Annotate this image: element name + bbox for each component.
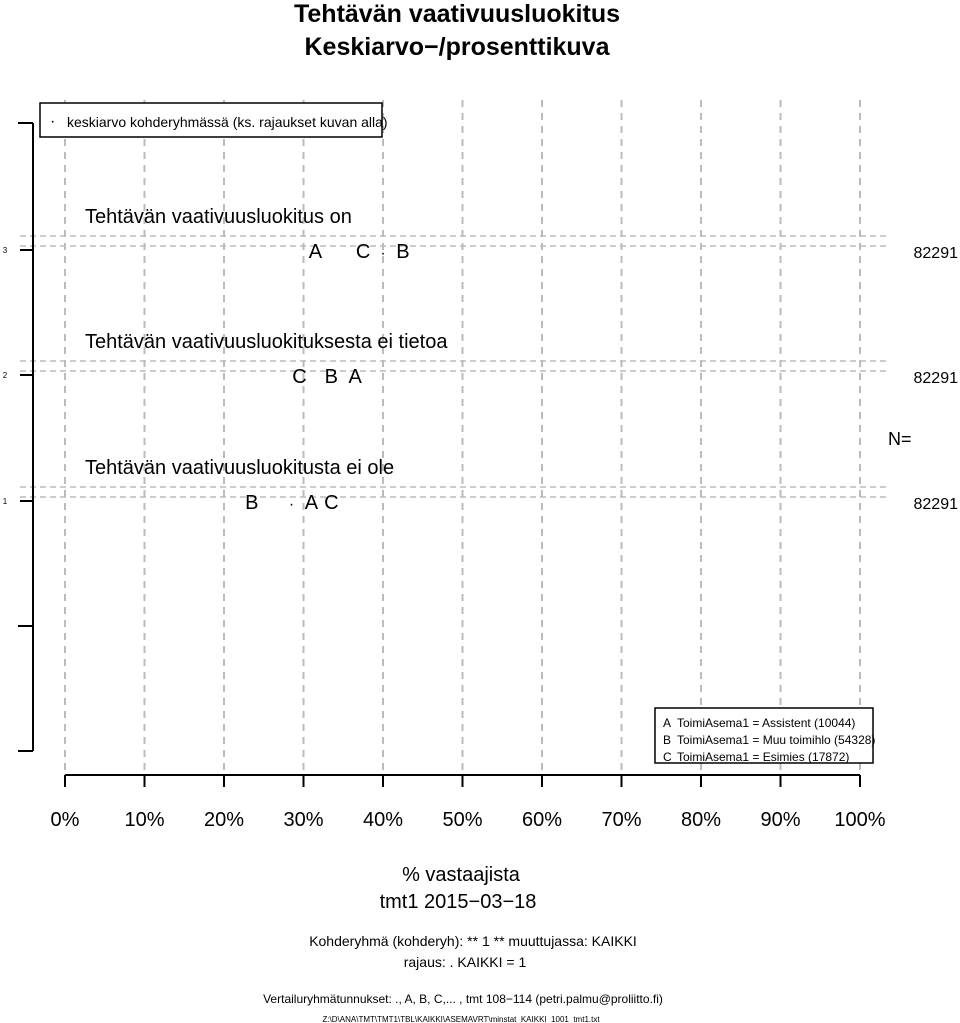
x-tick-label: 60% — [521, 809, 563, 831]
y-tick-label: 1 — [2, 497, 8, 506]
x-tick-label: 0% — [50, 809, 80, 831]
group-legend-text: ToimiAsema1 = Assistent (10044) — [677, 716, 856, 730]
group-point: B — [245, 492, 259, 514]
group-legend-text: ToimiAsema1 = Muu toimihlo (54328) — [677, 733, 876, 747]
footer-line-4: Z:\D\ANA\TMT\TMT1\TBL\KAIKKI\ASEMAVRT\minstat_KAIKKI_1001_tmt1.txt — [322, 1015, 600, 1023]
footer-line-1: Kohderyhmä (kohderyh): ** 1 ** muuttujassa: KAIKKI — [309, 933, 637, 949]
legend-top-marker: · — [50, 113, 56, 130]
x-tick-label: 20% — [203, 809, 245, 831]
grid-lines — [20, 100, 888, 775]
x-tick-label: 90% — [760, 809, 801, 831]
x-tick-label: 70% — [601, 809, 642, 831]
group-point: B — [396, 241, 410, 263]
x-tick-label: 50% — [442, 809, 483, 831]
data-rows — [85, 206, 958, 514]
row-n-value: 82291 — [913, 370, 958, 387]
x-tick-label: 30% — [283, 809, 324, 831]
date-line: tmt1 2015−03−18 — [379, 891, 537, 913]
y-tick-label: 2 — [2, 371, 8, 380]
mean-marker: · — [380, 245, 386, 262]
group-legend-letter: A — [663, 716, 672, 730]
row-label: Tehtävän vaativuusluokitus on — [85, 206, 352, 228]
group-point: C — [355, 241, 371, 263]
x-axis — [51, 775, 886, 831]
n-label: N= — [888, 429, 912, 449]
x-tick-label: 10% — [124, 809, 165, 831]
legend-top-text: keskiarvo kohderyhmässä (ks. rajaukset kuvan alla) — [67, 114, 388, 130]
group-legend-letter: C — [663, 750, 672, 764]
footer-line-2: rajaus: . KAIKKI = 1 — [403, 954, 527, 970]
y-tick-label: 3 — [2, 246, 8, 255]
group-point: B — [324, 366, 338, 388]
row-label: Tehtävän vaativuusluokitusta ei ole — [85, 457, 395, 479]
x-tick-label: 100% — [834, 809, 886, 831]
footer-line-3: Vertailuryhmätunnukset: ., A, B, C,... , tmt 108−114 (petri.palmu@proliitto.fi) — [263, 992, 663, 1006]
row-n-value: 82291 — [913, 496, 958, 513]
group-point: C — [292, 366, 307, 388]
group-point: A — [304, 492, 319, 514]
group-legend-text: ToimiAsema1 = Esimies (17872) — [677, 750, 850, 764]
group-legend — [663, 716, 875, 764]
y-axis — [3, 123, 33, 751]
chart-title: Tehtävän vaativuusluokitus — [293, 0, 621, 28]
group-legend-letter: B — [663, 733, 672, 747]
row-label: Tehtävän vaativuusluokituksesta ei tietoa — [85, 331, 448, 353]
group-point: A — [348, 366, 362, 388]
x-axis-label: % vastaajista — [402, 864, 520, 886]
row-n-value: 82291 — [913, 245, 958, 262]
mean-marker: · — [288, 496, 295, 513]
x-tick-label: 40% — [362, 809, 404, 831]
group-point: A — [308, 241, 323, 263]
chart-subtitle: Keskiarvo−/prosenttikuva — [304, 33, 610, 61]
group-point: C — [324, 492, 339, 514]
x-tick-label: 80% — [680, 809, 722, 831]
